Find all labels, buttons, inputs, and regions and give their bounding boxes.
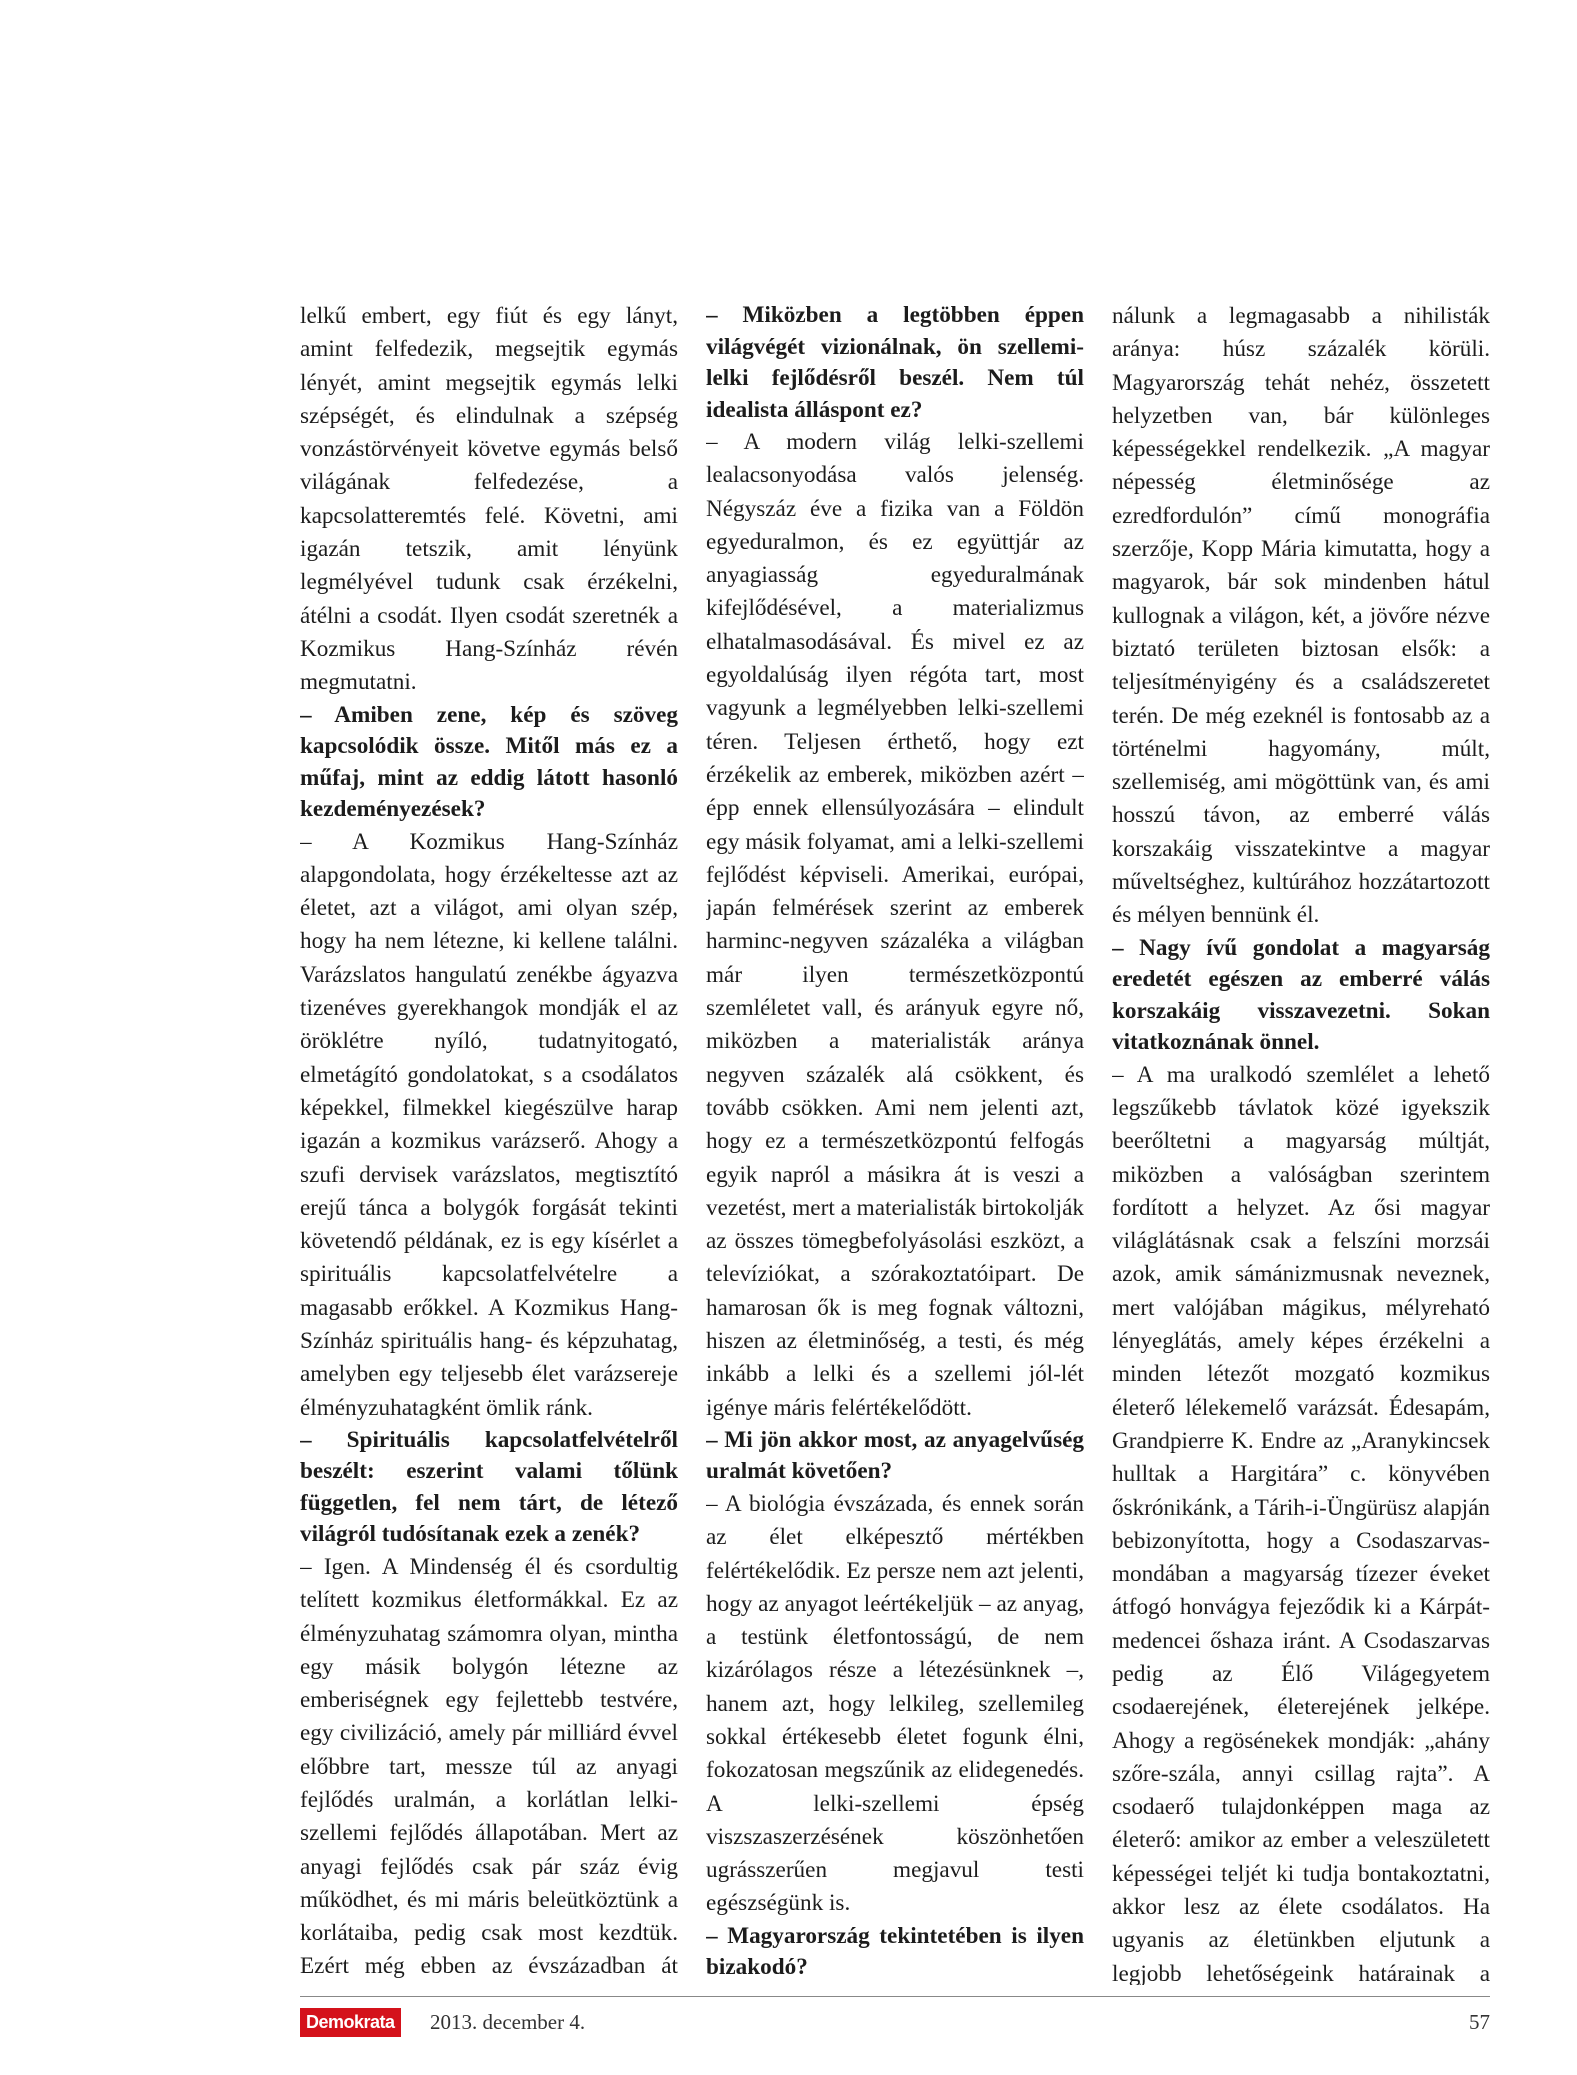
article-columns <box>300 300 1490 1985</box>
interview-question: – Nagy ívű gondolat a magyarság eredetét egészen az emberré válás korszakáig visszavezetni. Sokan vitatkoznának önnel. <box>1112 934 1490 1056</box>
body-paragraph: lelkű embert, egy fiút és egy lányt, amint felfedezik, megsejtik egymás lényét, amint megsejtik egymás lelki szépségét, és elindulnak a szépség vonzástörvényeit követve egymás belső világának felfedezése, a kapcsolatteremtés felé. Követni, ami igazán tetszik, amit lényünk legmélyével tudunk csak érzékelni, átélni a csodát. Ilyen csodát szeretnék a Kozmikus Hang-Színház révén megmutatni. <box>300 303 678 696</box>
interview-question: – Miközben a legtöbben éppen világvégét vizionálnak, ön szellemi-lelki fejlődésről beszél. Nem túl idealista álláspont ez? <box>706 302 1084 423</box>
body-paragraph: nálunk a legmagasabb a nihilisták aránya: húsz százalék körüli. Magyarország tehát nehéz, összetett helyzetben van, bár különleges képességekkel rendelkezik. „A magyar népesség életminősége az ezredfordulón” című monográfia szerzője, Kopp Mária kimutatta, hogy a magyarok, bár sok mindenben hátul kullognak a világon, két, a jövőre nézve biztató területen biztosan elsők: a teljesítményigény és a családszeretet terén. De még ezeknél is fontosabb az a történelmi hagyomány, múlt, szellemiség, ami mögöttünk van, és ami hosszú távon, az emberré válás korszakáig visszatekintve a magyar műveltséghez, kultúrához hozzátartozott és mélyen bennünk él. <box>1112 303 1490 929</box>
body-paragraph <box>706 1984 1084 1985</box>
page-footer <box>300 2008 1490 2048</box>
interview-question: – Mi jön akkor most, az anyagelvűség uralmát követően? <box>706 1426 1084 1485</box>
interview-question: – Spirituális kapcsolatfelvételről beszélt: eszerint valami tőlünk független, fel nem tárt, de létező világról tudósítanak ezek a zenék? <box>300 1426 678 1548</box>
footer-divider <box>300 1996 1490 1997</box>
body-paragraph: – A ma uralkodó szemlélet a lehető legszűkebb távlatok közé igyekszik beerőltetni a magyarság múltját, miközben a valóságban szerintem fordított a helyzet. Az ősi magyar világlátásnak csak a felszíni morzsái azok, amik sámánizmusnak neveznek, mert valójában mágikus, mélyreható lényeglátás, amely képes érzékelni a minden létezőt mozgató kozmikus életerő lélekemelő varázsát. Édesapám, Grandpierre K. Endre az „Aranykincsek hulltak a Hargitára” c. könyvében őskrónikánk, a Tárih-i-Üngürüsz alapján bebizonyította, hogy a Csodaszarvas-mondában a magyarság tízezer éveket átfogó honvágya fejeződik ki a Kárpát-medencei őshaza iránt. A Csodaszarvas pedig az Élő Világegyetem csodaerejének, életerejének jelképe. Ahogy a regösénekek mondják: „ahány szőre-szála, annyi csillag rajta”. A csodaerő tulajdonképpen maga az életerő: amikor az ember a veleszületett képességei teljét ki tudja bontakoztatni, akkor lesz az élete csodálatos. Ha ugyanis az életünkben eljutunk a legjobb lehetőségeink határainak a <box>1112 1061 1490 1985</box>
issue-date: 2013. december 4. <box>430 2010 586 2034</box>
magazine-logo: Demokrata <box>300 2008 401 2037</box>
body-paragraph: – Igen. A Mindenség él és csordultig telített kozmikus életformákkal. Ez az élményzuhatag számomra olyan, mintha egy másik bolygón létezne az emberiségnek egy fejlettebb testvére, egy civilizáció, amely pár milliárd évvel előbbre tart, messze túl az anyagi fejlődés uralmán, a korlátlan lelki-szellemi fejlődés állapotában. Mert az anyagi fejlődés csak pár száz évig működhet, és mi máris beleütköztünk a korlátaiba, pedig csak most kezdtük. Ezért még ebben az évszázadban át <box>300 1553 678 1980</box>
body-paragraph: – A modern világ lelki-szellemi lealacsonyodása valós jelenség. Négyszáz éve a fizika van a Földön egyeduralmon, és ez együttjár az anyagiasság egyeduralmának kifejlődésével, a materializmus elhatalmasodásával. És mivel ez az egyoldalúság ilyen régóta tart, most vagyunk a legmélyebben lelki-szellemi téren. Teljesen érthető, hogy ezt érzékelik az emberek, miközben azért – épp ennek ellensúlyozására – elindult egy másik folyamat, ami a lelki-szellemi fejlődést képviseli. Amerikai, európai, japán felmérések szerint az emberek harminc-negyven százaléka a világban már ilyen természetközpontú szemléletet vall, és arányuk egyre nő, miközben a materialisták aránya negyven százalék alá csökkent, és tovább csökken. Ami nem jelenti azt, hogy ez a természetközpontú felfogás egyik napról a másikra át is veszi a vezetést, mert a materialisták birtokolják az összes tömegbefolyásolási eszközt, a televíziókat, a szórakoztatóipart. De hamarosan ők is meg fognak változni, hiszen az életminőség, a testi, és még inkább a lelki és a szellemi jól-lét igénye máris felértékelődött. <box>706 429 1084 1421</box>
body-paragraph: – A Kozmikus Hang-Színház alapgondolata, hogy érzékeltesse azt az életet, azt a világot, ami olyan szép, hogy ha nem létezne, ki kellene találni. Varázslatos hangulatú zenékbe ágyazva tizenéves gyerekhangok mondják el az öröklétre nyíló, tudatnyitogató, elmetágító gondolatokat, s a csodálatos képekkel, filmekkel kiegészülve harap igazán a kozmikus varázserő. Ahogy a szufi dervisek varázslatos, megtisztító erejű tánca a bolygók forgását tekinti követendő példának, ez is egy kísérlet a spirituális kapcsolatfelvételre a magasabb erőkkel. A Kozmikus Hang-Színház spirituális hang- és képzuhatag, amelyben egy teljesebb élet varázsereje élményzuhatagként ömlik ránk. <box>300 828 678 1421</box>
body-paragraph: – A biológia évszázada, és ennek során az élet elképesztő mértékben felértékelődik. Ez persze nem azt jelenti, hogy az anyagot leértékeljük – az anyag, a testünk életfontosságú, de nem kizárólagos része a létezésünknek –, hanem azt, hogy lelkileg, szellemileg sokkal értékesebb életet fogunk élni, fokozatosan megszűnik az elidegenedés. A lelki-szellemi épség viszszaszerzésének köszönhetően ugrásszerűen megjavul testi egészségünk is. <box>706 1490 1084 1917</box>
interview-question: – Magyarország tekintetében is ilyen bizakodó? <box>706 1922 1084 1981</box>
column-2 <box>706 300 1084 1985</box>
column-3 <box>1112 300 1490 1985</box>
page-number: 57 <box>1469 2010 1490 2034</box>
interview-question: – Amiben zene, kép és szöveg kapcsolódik össze. Mitől más ez a műfaj, mint az eddig látott hasonló kezdeményezések? <box>300 701 678 823</box>
column-1 <box>300 300 678 1985</box>
